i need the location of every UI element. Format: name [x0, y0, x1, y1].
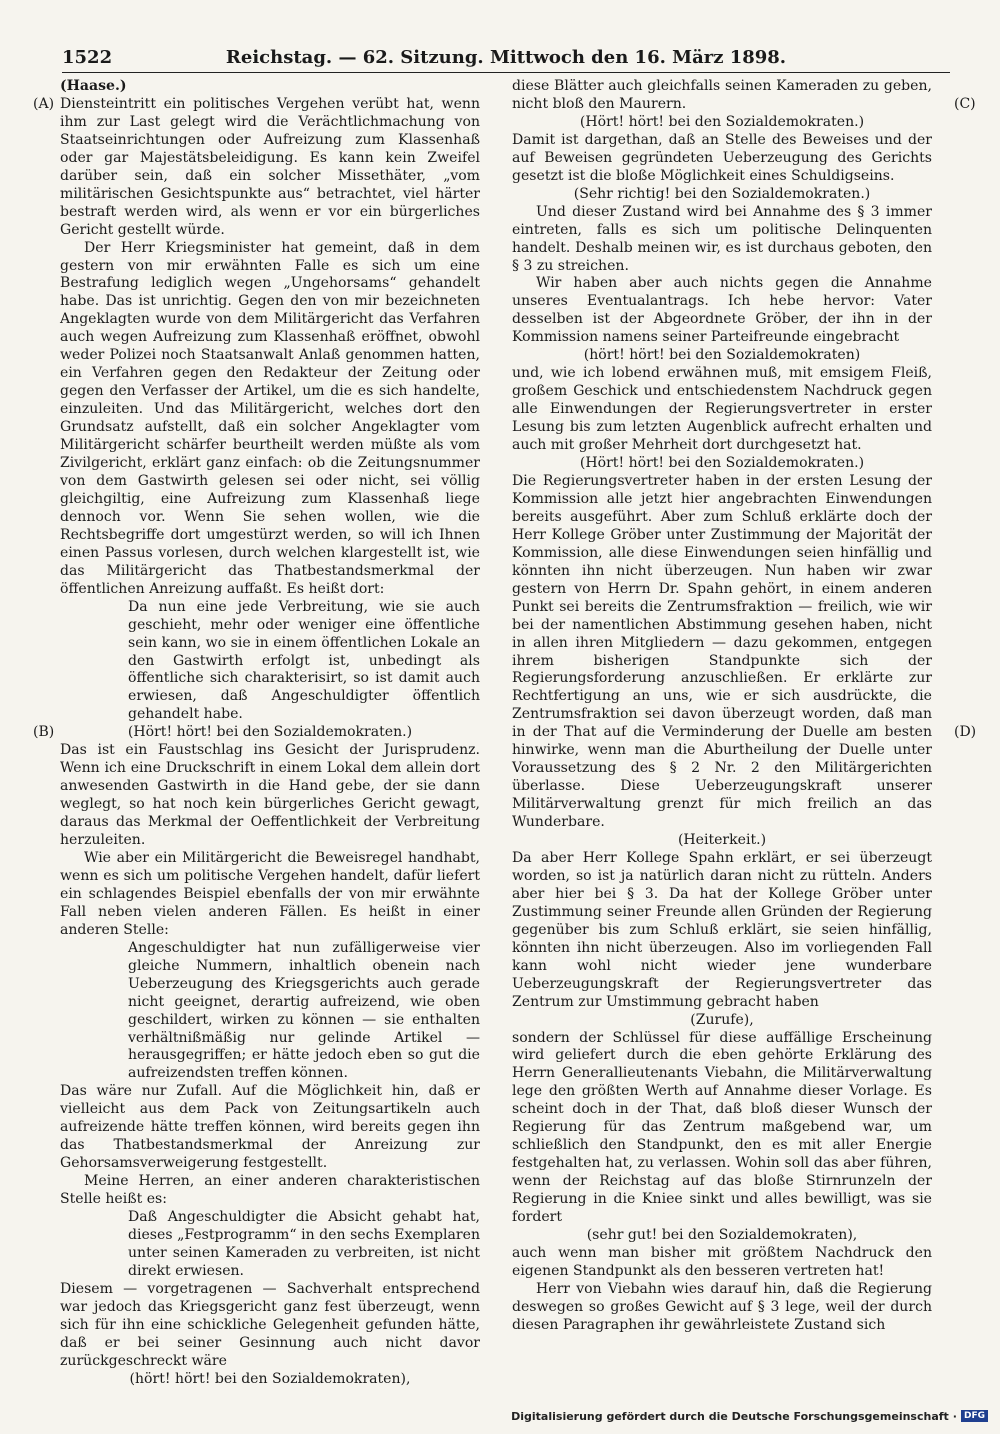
paragraph: Der Herr Kriegsminister hat gemeint, daß in dem gestern von mir erwähnten Falle es sich um eine Bestrafung lediglich wegen „Ungehorsams“ gehandelt habe. Das ist unrichtig. Gegen den von mir bezeichneten Angeklagten wurde von dem Militärgericht das Verfahren auch wegen Aufreizung zum Klassenhaß eröffnet, obwohl weder Polizei noch Staatsanwalt Anlaß genommen hatten, ein Verfahren gegen den Redakteur der Zeitung oder gegen den Verfasser der Artikel, um die es sich handelte, einzuleiten. Und das Militärgericht, welches dort den Grundsatz aufstellt, daß ein solcher Angeklagter vom Militärgericht schärfer beurtheilt werden müßte als vom Zivilgericht, erklärt ganz einfach: ob die Zeitungsnummer von dem Gastwirth gelesen sei oder nicht, sei völlig gleichgiltig, eine Aufreizung zum Klassenhaß liege dennoch vor. Wenn Sie sehen wollen, wie die Rechtsbegriffe dort umgestürzt werden, so will ich Ihnen einen Passus vorlesen, durch welchen klargestellt ist, wie das Militärgericht das Thatbestandsmerkmal der öffentlichen Anreizung auffaßt. Es heißt dort:: [60, 239, 480, 597]
paragraph: Wie aber ein Militärgericht die Beweisregel handhabt, wenn es sich um politische Vergehen handelt, dafür liefert ein schlagendes Beispiel ebenfalls der von mir erwähnte Fall neben vielen anderen Fällen. Es heißt in einer anderen Stelle:: [60, 849, 480, 938]
interjection: (hört! hört! bei den Sozialdemokraten): [583, 347, 861, 364]
interjection: (Sehr richtig! bei den Sozialdemokraten.): [573, 185, 871, 202]
interjection: (Heiterkeit.): [677, 832, 767, 849]
running-title: Reichstag. — 62. Sitzung. Mittwoch den 16. März 1898.: [225, 47, 787, 68]
quotation: Angeschuldigter hat nun zufälligerweise vier gleiche Nummern, inhaltlich obenein nach Ueberzeugung des Kriegsgerichts auch gerade nicht geeignet, derartig aufreizend, wie oben geschildert, wirken zu können — sie enthalten verhältnißmäßig nur gelinde Artikel — herausgegriffen; er hätte jedoch eben so gut die aufreizendsten treffen können.: [128, 939, 480, 1082]
paragraph: Damit ist dargethan, daß an Stelle des Beweises und der auf Beweisen gegründeten Ueberzeugung des Gerichts gesetzt ist die bloße Möglichkeit eines Schuldigseins.: [512, 131, 932, 184]
margin-mark-d: (D): [954, 724, 977, 740]
quotation: Da nun eine jede Verbreitung, wie sie auch geschieht, mehr oder weniger eine öffentliche sein kann, wo sie in einem öffentlichen Lokale an den Gastwirth erfolgt ist, unbedingt als öffentliche sich charakterisirt, so ist damit auch erwiesen, daß Angeschuldigter öffentlich gehandelt habe.: [128, 598, 480, 723]
paragraph: Da aber Herr Kollege Spahn erklärt, er sei überzeugt worden, so ist ja natürlich daran nicht zu rütteln. Anders aber hier bei § 3. Da hat der Kollege Gröber unter Zustimmung seiner Freunde allen Gründen der Regierung gegenüber bis zum Schluß erklärt, sie seien hinfällig, könnten ihn nicht überzeugen. Also im vorliegenden Fall kann wohl nicht wieder jene wunderbare Ueberzeugungskraft der Regierungsvertreter das Zentrum zur Umstimmung gebracht haben: [512, 849, 932, 1010]
margin-mark-b: (B): [33, 724, 55, 740]
page-header: [62, 43, 950, 73]
quotation: Daß Angeschuldigter die Absicht gehabt hat, dieses „Festprogramm“ in den sechs Exemplaren unter seinen Kameraden zu verbreiten, ist nicht direkt erwiesen.: [128, 1209, 480, 1279]
paragraph: sondern der Schlüssel für diese auffällige Erscheinung wird geliefert durch die eben gehörte Erklärung des Herrn Generallieutenants Viebahn, die Militärverwaltung lege den größten Werth auf Annahme dieser Vorlage. Es scheint doch in der That, daß bloß dieser Wunsch der Regierung für das Zentrum maßgebend war, um schließlich den Standpunkt, den es mit aller Energie festgehalten hat, zu verlassen. Wohin soll das aber führen, wenn der Reichstag auf das bloße Stirnrunzeln der Regierung in die Kniee sinkt und alles bewilligt, was sie fordert: [512, 1029, 932, 1226]
margin-mark-c: (C): [954, 96, 976, 112]
dfg-logo-icon: DFG: [961, 1410, 988, 1422]
credit-text: Digitalisierung gefördert durch die Deutsche Forschungsgemeinschaft: [511, 1409, 949, 1423]
interjection: (Zurufe),: [690, 1011, 754, 1028]
paragraph: Wir haben aber auch nichts gegen die Annahme unseres Eventualantrags. Ich hebe hervor: Vater desselben ist der Abgeordnete Gröber, der ihn in der Kommission namens seiner Parteifreunde eingebracht: [512, 275, 932, 346]
paragraph: Das wäre nur Zufall. Auf die Möglichkeit hin, daß er vielleicht aus dem Pack von Zeitungsartikeln auch aufreizende hätte treffen können, wird bereits gegen ihn das Thatbestandsmerkmal der Anreizung zur Gehorsamsverweigerung festgestellt.: [60, 1083, 480, 1172]
digitization-credit: Digitalisierung gefördert durch die Deutsche Forschungsgemeinschaft · DFG: [511, 1408, 988, 1424]
paragraph: Die Regierungsvertreter haben in der ersten Lesung der Kommission alle jetzt hier angebrachten Einwendungen bereits ausgeführt. Aber zum Schluß erklärte doch der Herr Kollege Gröber unter Zustimmung der Majorität der Kommission, alle diese Einwendungen seien hinfällig und könnten ihn nicht überzeugen. Nun haben wir zwar gestern von Herrn Dr. Spahn gehört, in einem anderen Punkt sei bereits die Zentrumsfraktion — freilich, wie wir bei der namentlichen Abstimmung gesehen haben, nicht in allen ihren Mitgliedern — dazu gekommen, entgegen ihrem bisherigen Standpunkte sich der Regierungsforderung anzuschließen. Er erklärte zur Rechtfertigung an uns, wie er sich ausdrückte, die Zentrumsfraktion sei davon überzeugt worden, daß man in der That auf die Verminderung der Duelle am besten hinwirke, wenn man die Aburtheilung der Duelle unter Voraussetzung des § 2 Nr. 2 den Militärgerichten überlasse. Diese Ueberzeugungskraft unserer Militärverwaltung grenzt für mich freilich an das Wunderbare.: [512, 472, 932, 831]
interjection: (hört! hört! bei den Sozialdemokraten),: [129, 1370, 411, 1387]
left-column: [60, 78, 480, 1389]
interjection: (sehr gut! bei den Sozialdemokraten),: [586, 1227, 858, 1243]
speaker-name: (Haase.): [60, 78, 127, 94]
paragraph: Herr von Viebahn wies darauf hin, daß die Regierung deswegen so großes Gewicht auf § 3 lege, weil der durch diesen Paragraphen ihr gewährleistete Zustand sich: [512, 1280, 932, 1333]
interjection: (Hört! hört! bei den Sozialdemokraten.): [127, 724, 413, 741]
paragraph: Das ist ein Faustschlag ins Gesicht der Jurisprudenz. Wenn ich eine Druckschrift in einem Lokal dem allein dort anwesenden Gastwirth in die Hand gebe, der sie dann weglegt, so hat noch kein bürgerliches Gericht gewagt, daraus das Merkmal der Oeffentlichkeit der Verbreitung herzuleiten.: [60, 742, 480, 849]
header-rule: [62, 72, 950, 73]
paragraph: und, wie ich lobend erwähnen muß, mit emsigem Fleiß, großem Geschick und entschiedenstem Nachdruck gegen alle Einwendungen der Regierungsvertreter in erster Lesung bis zum letzten Augenblick aufrecht erhalten und auch mit großer Mehrheit dort durchgesetzt hat.: [512, 365, 932, 454]
interjection: (Hört! hört! bei den Sozialdemokraten.): [579, 455, 865, 472]
paragraph: diese Blätter auch gleichfalls seinen Kameraden zu geben, nicht bloß den Maurern.: [512, 78, 932, 112]
paragraph: Meine Herren, an einer anderen charakteristischen Stelle heißt es:: [60, 1173, 480, 1208]
right-column: [512, 78, 932, 1335]
paragraph: Diensteintritt ein politisches Vergehen verübt hat, wenn ihm zur Last gelegt wird die Verächtlichmachung von Staatseinrichtungen oder Aufreizung zum Klassenhaß oder gar Majestätsbeleidigung. Es kann kein Zweifel darüber sein, daß ein solcher Missethäter, „vom militärischen Gesichtspunkte aus“ betrachtet, viel härter bestraft werden wird, als wenn er vor ein bürgerliches Gericht gestellt würde.: [60, 95, 480, 238]
paragraph: auch wenn man bisher mit größtem Nachdruck den eigenen Standpunkt als den besseren vertreten hat!: [512, 1244, 932, 1279]
paragraph: Und dieser Zustand wird bei Annahme des § 3 immer eintreten, falls es sich um politische Delinquenten handelt. Deshalb meinen wir, es ist durchaus geboten, den § 3 zu streichen.: [512, 203, 932, 274]
interjection: (Hört! hört! bei den Sozialdemokraten.): [579, 113, 865, 130]
paragraph: Diesem — vorgetragenen — Sachverhalt entsprechend war jedoch das Kriegsgericht ganz fest überzeugt, wenn sich für ihn eine schickliche Gelegenheit gefunden hätte, daß er bei seiner Gesinnung auch nicht davor zurückgeschreckt wäre: [60, 1280, 480, 1369]
margin-mark-a: (A): [33, 96, 55, 112]
page-number: 1522: [62, 47, 113, 68]
